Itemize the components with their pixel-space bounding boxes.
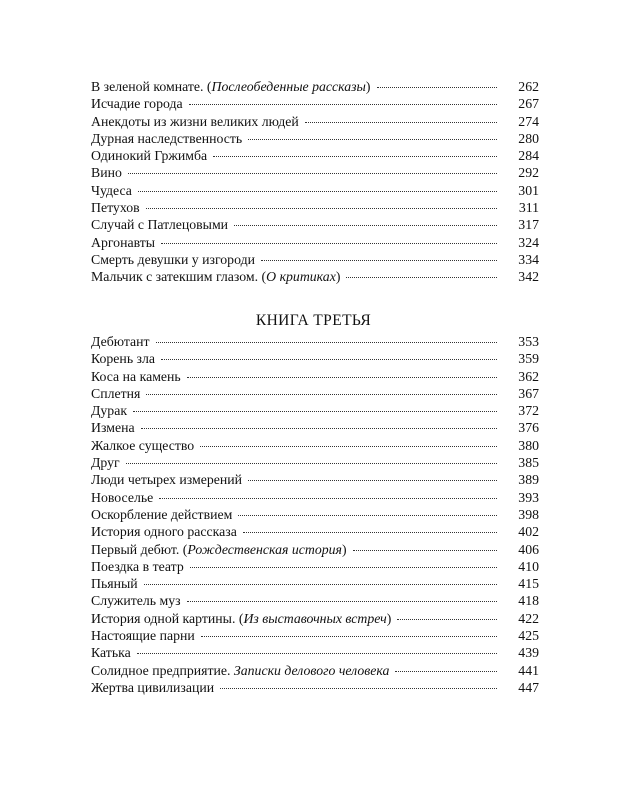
toc-entry-title: История одного рассказа [91,524,237,540]
toc-entry[interactable] [91,627,539,644]
toc-entry[interactable] [91,113,539,130]
dot-leader [234,225,497,226]
toc-entry-title: Солидное предприятие. Записки делового человека [91,662,390,678]
toc-entry-subtitle: Из выставочных встреч [243,610,387,626]
dot-leader [141,428,497,429]
dot-leader [190,567,497,568]
toc-entry-page: 353 [518,334,539,349]
toc-entry-page: 406 [518,541,539,557]
toc-entry-page: 385 [518,455,539,471]
toc-list-part2 [91,333,539,696]
toc-entry-title: Жалкое существо [91,437,195,453]
dot-leader [346,277,497,278]
toc-list-part1 [91,78,539,286]
toc-entry-title: Вино [91,165,122,181]
dot-leader [261,260,497,261]
toc-entry-title: Первый дебют. (Рождественская история) [91,541,347,557]
toc-entry-page: 292 [518,165,539,181]
toc-entry[interactable] [91,199,539,216]
toc-entry[interactable] [91,368,539,385]
toc-entry-page: 372 [518,403,539,419]
toc-entry-page: 311 [518,200,539,216]
dot-leader [161,243,497,244]
dot-leader [187,377,497,378]
dot-leader [126,463,497,464]
dot-leader [213,156,497,157]
toc-entry-title: Коса на камень [91,368,181,384]
toc-entry-page: 422 [518,610,539,626]
toc-entry-page: 301 [518,182,539,198]
toc-entry-page: 267 [518,96,539,112]
toc-entry[interactable] [91,130,539,147]
toc-entry-title: Сплетня [91,385,141,401]
toc-entry[interactable] [91,437,539,454]
toc-entry[interactable] [91,182,539,199]
toc-entry-page: 415 [518,576,539,592]
toc-entry[interactable] [91,558,539,575]
toc-entry-title: Петухов [91,200,140,216]
toc-entry-title: Люди четырех измерений [91,472,243,488]
toc-entry-title: Анекдоты из жизни великих людей [91,113,299,129]
dot-leader [156,342,497,343]
toc-entry-page: 441 [518,662,539,678]
toc-entry-page: 317 [518,217,539,233]
toc-entry[interactable] [91,164,539,181]
toc-entry-title: Служитель муз [91,593,181,609]
dot-leader [201,636,497,637]
toc-entry[interactable] [91,644,539,661]
toc-entry-page: 380 [518,437,539,453]
toc-entry-title: Жертва цивилизации [91,679,215,695]
toc-entry[interactable] [91,679,539,696]
toc-entry-subtitle: Рождественская история [187,541,342,557]
toc-entry-title: Оскорбление действием [91,506,233,522]
toc-entry[interactable] [91,592,539,609]
toc-entry-title: Пьяный [91,576,138,592]
toc-entry-title: Корень зла [91,351,156,367]
toc-entry-title: Мальчик с затекшим глазом. (О критиках) [91,269,341,285]
toc-entry-title: Катька [91,645,131,661]
toc-entry-page: 359 [518,351,539,367]
toc-entry-title: Аргонавты [91,234,156,250]
toc-entry[interactable] [91,419,539,436]
toc-entry-page: 447 [518,679,539,695]
toc-entry-title: История одной картины. (Из выставочных встреч) [91,610,392,626]
dot-leader [353,550,497,551]
toc-entry-subtitle: Послеобеденные рассказы [211,79,366,94]
dot-leader [146,394,497,395]
toc-entry[interactable] [91,489,539,506]
toc-entry-title: Дебютант [91,334,150,349]
toc-entry[interactable] [91,268,539,285]
toc-entry-page: 389 [518,472,539,488]
toc-entry[interactable] [91,234,539,251]
dot-leader [187,601,497,602]
toc-entry-title: Друг [91,455,120,471]
toc-entry-title: Измена [91,420,135,436]
toc-entry-page: 425 [518,628,539,644]
dot-leader [238,515,497,516]
toc-entry-title: Новоселье [91,489,154,505]
dot-leader [137,653,497,654]
toc-entry-page: 367 [518,385,539,401]
toc-entry-title: Настоящие парни [91,628,195,644]
toc-entry-page: 334 [518,251,539,267]
dot-leader [377,87,497,88]
toc-entry-page: 280 [518,130,539,146]
toc-entry-page: 418 [518,593,539,609]
toc-entry-title: Одинокий Гржимба [91,148,208,164]
toc-entry-page: 398 [518,506,539,522]
toc-entry-title: Поездка в театр [91,558,184,574]
toc-entry[interactable] [91,471,539,488]
dot-leader [200,446,497,447]
dot-leader [144,584,497,585]
dot-leader [397,619,497,620]
dot-leader [161,359,497,360]
toc-entry-page: 410 [518,558,539,574]
toc-entry-title: Исчадие города [91,96,183,112]
toc-entry[interactable] [91,333,539,350]
toc-entry[interactable] [91,402,539,419]
toc-entry-page: 284 [518,148,539,164]
toc-entry[interactable] [91,454,539,471]
toc-entry-title: Дурак [91,403,128,419]
toc-entry[interactable] [91,610,539,627]
toc-entry-page: 274 [518,113,539,129]
toc-entry-page: 342 [518,269,539,285]
toc-entry-page: 324 [518,234,539,250]
toc-entry-page: 262 [518,79,539,94]
dot-leader [243,532,497,533]
toc-entry[interactable] [91,506,539,523]
dot-leader [146,208,497,209]
toc-entry[interactable] [91,541,539,558]
toc-entry-subtitle: Записки делового человека [233,662,390,678]
toc-entry-page: 402 [518,524,539,540]
toc-entry[interactable] [91,575,539,592]
toc-entry[interactable] [91,385,539,402]
toc-entry[interactable] [91,78,539,95]
toc-entry[interactable] [91,216,539,233]
dot-leader [248,139,497,140]
toc-entry-title: Случай с Патлецовыми [91,217,229,233]
dot-leader [248,480,497,481]
dot-leader [138,191,497,192]
dot-leader [159,498,497,499]
toc-entry[interactable] [91,95,539,112]
toc-entry-subtitle: О критиках [266,269,336,285]
toc-entry[interactable] [91,251,539,268]
toc-entry-title: Смерть девушки у изгороди [91,251,255,267]
toc-entry-title: Чудеса [91,182,132,198]
toc-entry-page: 362 [518,368,539,384]
toc-entry[interactable] [91,662,539,679]
dot-leader [220,688,497,689]
toc-entry-page: 376 [518,420,539,436]
dot-leader [305,122,497,123]
dot-leader [128,173,497,174]
toc-entry[interactable] [91,350,539,367]
toc-entry-page: 439 [518,645,539,661]
dot-leader [189,104,497,105]
toc-entry-title: В зеленой комнате. (Послеобеденные рассказы) [91,79,371,94]
dot-leader [133,411,497,412]
toc-entry[interactable] [91,523,539,540]
section-heading: КНИГА ТРЕТЬЯ [255,312,372,329]
dot-leader [395,671,497,672]
toc-entry-page: 393 [518,489,539,505]
toc-entry-title: Дурная наследственность [91,130,243,146]
toc-entry[interactable] [91,147,539,164]
